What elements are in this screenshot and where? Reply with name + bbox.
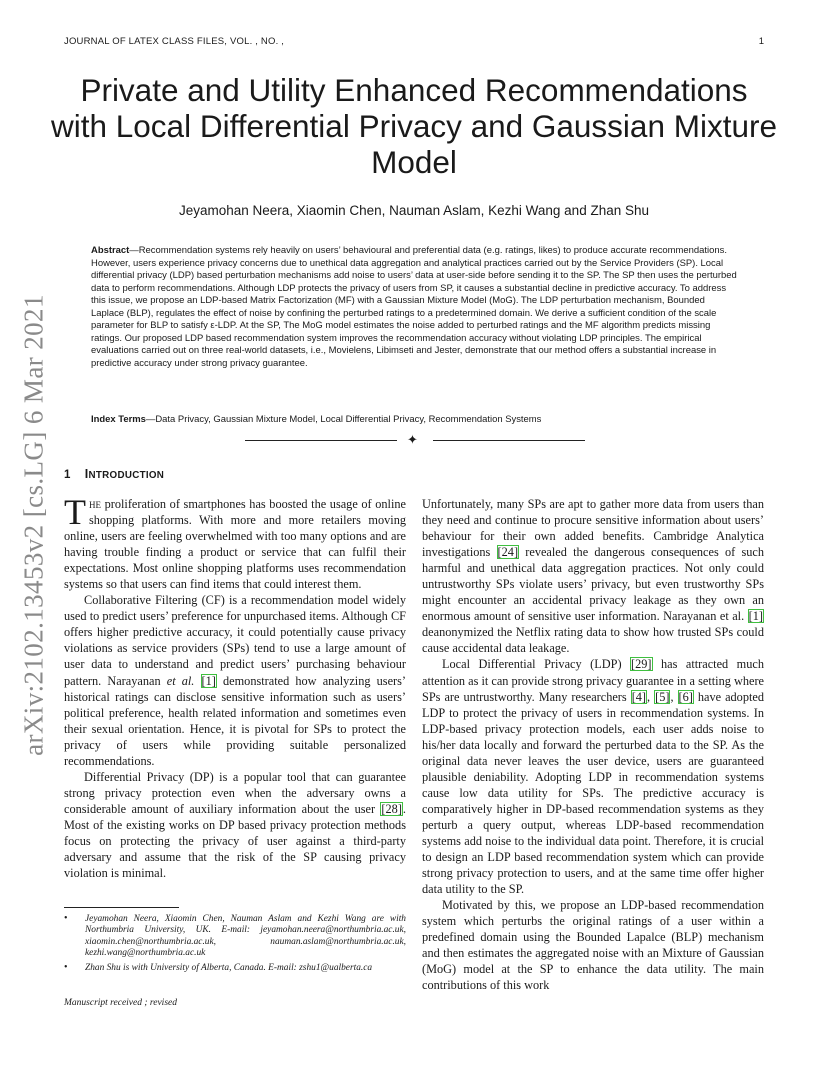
paragraph-text: deanonymized the Netflix rating data to show how trusted SPs could cause accidental data leakage. [422, 625, 764, 656]
footnote-affiliation [64, 914, 406, 959]
paragraph-text: has attracted much attention as it can provide strong privacy guarantee in a setting where SPs are untrustworthy. Many researchers [422, 657, 765, 704]
paper-title: Private and Utility Enhanced Recommendations with Local Differential Privacy and Gaussian Mixture Model [51, 72, 777, 180]
section-title-initial: I [84, 467, 89, 481]
section-number: 1 [64, 469, 71, 481]
abstract-text: —Recommendation systems rely heavily on users’ behavioural and preferential data (e.g. ratings, likes) to produce accurate recommendations. However, users experience privacy concerns due to unethical data aggregation and analytical practices carried out by the Service Providers (SP). Local differential privacy (LDP) based perturbation mechanisms add noise to users’ data at user-side before sending it to the SP. The SP then uses the perturbed data to perform recommendations. Although LDP protects the privacy of users from SP, it causes a substantial decline in predictive accuracy. To address this issue, we propose an LDP-based Matrix Factorization (MF) with a Gaussian Mixture Model (MoG). The LDP perturbation mechanism, Bounded Laplace (BLP), regulates the effect of noise by confining the perturbed ratings to a predetermined domain. We derive a sufficient condition of the scale parameter for BLP to satisfy ε-LDP. At the SP, The MoG model estimates the noise added to perturbed ratings and the MF algorithm predicts missing ratings. Our proposed LDP based recommendation system improves the recommendation accuracy without violating LDP principles. The empirical evaluations carried out on three real-world datasets, i.e., Movielens, Libimseti and Jester, demonstrate that our method offers a substantial increase in predictive accuracy under strong privacy guarantee. [91, 245, 737, 369]
paragraph-text: Unfortunately, many SPs are apt to gather more data from users than they need and continue to procure sensitive information about users’ behaviour for their own added benefits. Cambridge Analytica investigations [422, 497, 764, 560]
arxiv-identifier: arXiv:2102.13453v2 [cs.LG] 6 Mar 2021 [18, 294, 49, 756]
page-number: 1 [758, 36, 764, 47]
footnote-text: Zhan Shu is with University of Alberta, Canada. E-mail: zshu1@ualberta.ca [85, 963, 373, 974]
intro-paragraph-2 [64, 592, 406, 769]
divider-rule-right [433, 440, 585, 441]
abstract-label: Abstract [91, 245, 130, 256]
bullet-icon: • [64, 962, 68, 974]
author-list: Jeyamohan Neera, Xiaomin Chen, Nauman Aslam, Kezhi Wang and Zhan Shu [178, 203, 649, 218]
footnote-affiliation [64, 963, 406, 974]
paragraph-text: Collaborative Filtering (CF) is a recommendation model widely used to predict users’ preference for unpurchased items. Although CF offers higher predictive accuracy, it could potentially cause privacy violations as service providers (SPs) tend to use a large amount of user data to understand and predict users’ purchasing behaviour pattern. Narayanan [64, 593, 406, 688]
index-terms-label: Index Terms [91, 414, 146, 425]
paragraph-text: Differential Privacy (DP) is a popular tool that can guarantee strong privacy protection even when the adversary owns a considerable amount of auxiliary information about the user [64, 769, 406, 816]
intro-paragraph-4 [422, 496, 764, 656]
section-heading-introduction [64, 467, 164, 481]
footnote-text: Jeyamohan Neera, Xiaomin Chen, Nauman Aslam and Kezhi Wang are with Northumbria University, UK. E-mail: jeyamohan.neera@northumbria.ac.uk, xiaomin.chen@northumbria.ac.uk, nauman.aslam@northumbria.ac.uk, kezhi.wang@northumbria.ac.uk [85, 914, 406, 958]
citation-link[interactable]: [1] [201, 673, 216, 688]
footnotes [64, 914, 406, 978]
citation-link[interactable]: [29] [631, 657, 652, 672]
right-column [422, 496, 764, 993]
citation-separator: , [670, 689, 678, 704]
footnote-rule [64, 907, 179, 908]
index-terms-text: —Data Privacy, Gaussian Mixture Model, Local Differential Privacy, Recommendation Systems [145, 414, 542, 425]
citation-link[interactable]: [5] [655, 689, 670, 704]
paragraph-text: . Most of the existing works on DP based privacy protection methods focus on protecting the privacy of user against a third-party adversary and assume that the risk of the SP causing privacy violation is minimal. [64, 801, 406, 881]
small-caps-lead: he [89, 497, 101, 511]
paragraph-text: proliferation of smartphones has boosted the usage of online shopping platforms. With more and more retailers moving online, users are feeling overwhelmed with too many options and are having trouble finding a product or service that can fulfil their expectations. Most online shopping platforms uses recommendation systems so that users can find items that could interest them. [64, 497, 406, 592]
citation-link[interactable]: [28] [381, 801, 402, 816]
paragraph-text: Local Differential Privacy (LDP) [442, 657, 631, 672]
intro-paragraph-6 [422, 897, 764, 993]
section-divider [245, 434, 585, 448]
paragraph-text: demonstrated how analyzing users’ historical ratings can disclose sensitive information such as users’ political preference, health related information and sometimes even their sexual orientation. Hence, it is pivotal for SPs to protect the privacy of users while providing suitable personalized recommendations. [64, 673, 406, 768]
paragraph-text: revealed the dangerous consequences of such harmful and unethical data aggregation practices. Not only could untrustworthy SPs violate users’ privacy, but even trustworthy SPs might encounter an accidental privacy leakage as they own an enormous amount of sensitive user information. Narayanan et al. [422, 545, 764, 624]
paragraph-text: have adopted LDP to protect the privacy of users in recommendation systems. In LDP-based privacy protection models, each user adds noise to his/her data locally and forward the perturbed data to the SP. As the original data never leaves the user device, users are guaranteed plausible deniability. Adopting LDP in recommendation systems cause low data utility for SPs. The predictive accuracy is comparatively higher in DP-based recommendation systems as they perturb a query output, whereas LDP-based recommendation systems add noise to the individual data point. Therefore, it is crucial to design an LDP based recommendation system which can provide strong privacy protection to users, and at the same time offer higher data utility to the SP. [422, 689, 764, 897]
manuscript-dates: Manuscript received ; revised [64, 998, 177, 1008]
intro-paragraph-5 [422, 656, 764, 897]
diamond-ornament-icon: ✦ [407, 432, 418, 447]
drop-cap: T [64, 492, 86, 532]
running-head: JOURNAL OF LATEX CLASS FILES, VOL. , NO. , [64, 36, 285, 47]
citation-link[interactable]: [1] [748, 609, 763, 624]
intro-paragraph-3 [64, 769, 406, 881]
citation-separator: , [647, 689, 655, 704]
citation-link[interactable]: [6] [678, 689, 693, 704]
bullet-icon: • [64, 913, 68, 924]
divider-rule-left [245, 440, 397, 441]
paragraph-text: Motivated by this, we propose an LDP-based recommendation system which perturbs the original ratings of a user within a predefined domain using the Bounded Lapalce (BLP) mechanism and then estimates the aggregated noise with an Mixture of Gaussian (MoG) model at the SP to enhance the data utility. The main contributions of this work [422, 898, 764, 993]
index-terms [91, 414, 737, 427]
citation-link[interactable]: [24] [497, 545, 519, 560]
intro-paragraph-1 [64, 492, 406, 592]
section-title-rest: NTRODUCTION [88, 470, 165, 481]
citation-link[interactable]: [4] [631, 689, 647, 704]
et-al-text: et al. [166, 673, 195, 688]
abstract [91, 245, 737, 370]
left-column [64, 492, 406, 881]
arxiv-side-stamp [4, 290, 64, 760]
